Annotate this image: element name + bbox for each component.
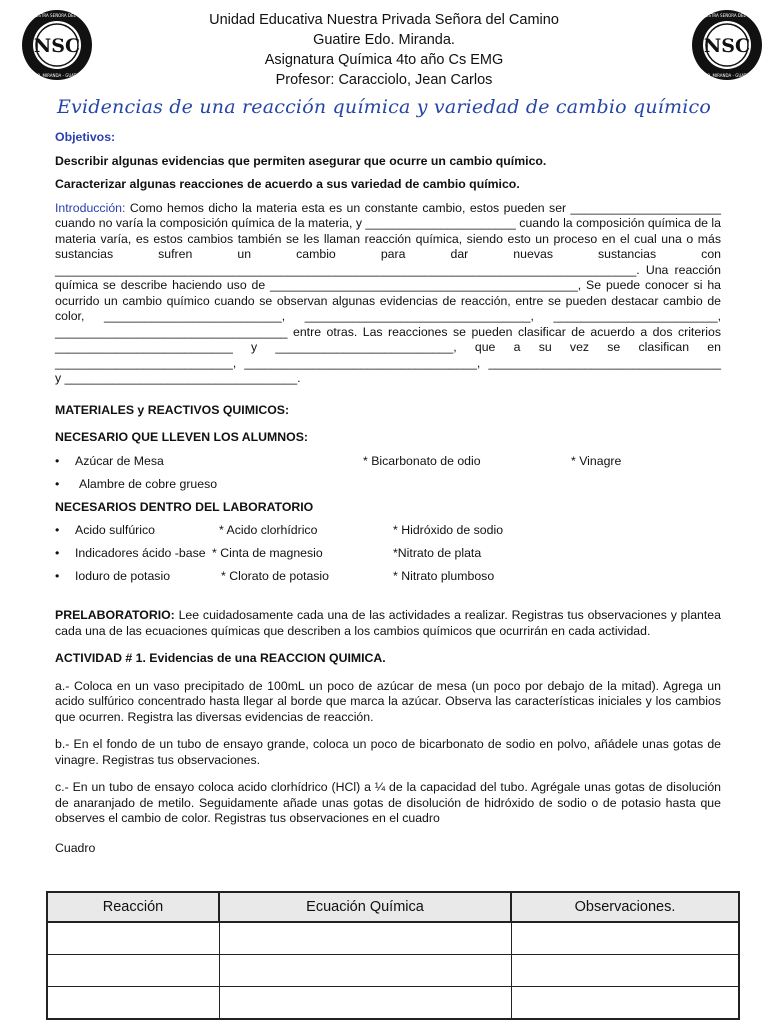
table-header-row — [47, 892, 739, 922]
prelab-paragraph — [55, 608, 721, 639]
activity-step-c: c.- En un tubo de ensayo coloca acido clorhídrico (HCl) a ¼ de la capacidad del tubo. Agrégale unas gotas de disolución de anaranjado de metilo. Seguidamente añade unas gotas de disolución de hidróxido de sodio o de potasio hasta que observes el cambio de color. Registras tus observaciones en el cuadro — [55, 780, 721, 825]
table-cell[interactable] — [219, 955, 511, 987]
introduction-text: Como hemos dicho la materia esta es un constante cambio, estos pueden ser ______________________ cuando no varía la composición química de la materia, y ______________________ cuando la composición química de la materia varía, es estos cambios también se les llaman reacción química, siendo esto un proceso en el cual una o más sustancias sufren un cambio para dar nuevas sustancias con _____________________________________________________________________________________. Una reacción química se describe haciendo uso de _____________________________________________, Se puede conocer si ha ocurrido un cambio químico cuando se observan algunas evidencias de reacción, entre se pueden destacar cambio de color, __________________________, _________________________________, ________________________, __________________________________ entre otras. Las reacciones se pueden clasificar de acuerdo a dos criterios __________________________ y __________________________, que a su vez se clasifican en __________________________, __________________________________, __________________________________ y __________________________________. — [55, 200, 721, 385]
bullet: • — [55, 476, 60, 491]
material-item: * Bicarbonato de odio — [363, 453, 481, 468]
objective-item: Caracterizar algunas reacciones de acuerdo a sus variedad de cambio químico. — [55, 177, 520, 191]
introduction-paragraph — [55, 201, 721, 387]
table-cell[interactable] — [47, 922, 219, 955]
material-item: * Acido clorhídrico — [219, 523, 318, 537]
activity-step-b: b.- En el fondo de un tubo de ensayo grande, coloca un poco de bicarbonato de sodio en polvo, añádele unas gotas de vinagre. Registras tus observaciones. — [55, 737, 721, 767]
bullet: • — [55, 453, 60, 468]
header-school-name: Unidad Educativa Nuestra Privada Señora del Camino — [209, 12, 559, 28]
observations-table — [46, 891, 740, 1020]
table-cell[interactable] — [219, 922, 511, 955]
material-item: * Hidróxido de sodio — [393, 523, 504, 537]
document-body — [55, 130, 721, 864]
lab-materials-heading: NECESARIOS DENTRO DEL LABORATORIO — [55, 499, 314, 514]
objective-item: Describir algunas evidencias que permiten asegurar que ocurre un cambio químico. — [55, 153, 547, 168]
activity-heading: ACTIVIDAD # 1. Evidencias de una REACCION QUIMICA. — [55, 651, 386, 665]
material-item: *Nitrato de plata — [393, 546, 482, 560]
materials-heading: MATERIALES y REACTIVOS QUIMICOS: — [55, 402, 290, 417]
school-logo-left-icon — [20, 8, 94, 82]
table-row — [47, 922, 739, 955]
material-item: Alambre de cobre grueso — [79, 476, 218, 491]
students-materials-heading: NECESARIO QUE LLEVEN LOS ALUMNOS: — [55, 430, 309, 444]
material-item: Acido sulfúrico — [75, 523, 155, 537]
logo-ring-top: U.E. NUESTRA SEÑORA DEL CAMINO — [20, 13, 94, 18]
table-row — [47, 987, 739, 1020]
lab-materials-row — [55, 523, 721, 546]
logo-monogram: NSC — [703, 35, 751, 57]
material-item: * Vinagre — [571, 453, 622, 468]
logo-ring-bottom: EDO. MIRANDA - GUATIRE — [31, 73, 83, 78]
page-title: Evidencias de una reacción química y variedad de cambio químico — [56, 96, 712, 118]
column-header-ecuacion: Ecuación Química — [219, 892, 511, 922]
header-location: Guatire Edo. Miranda. — [313, 32, 455, 48]
activity-step-a: a.- Coloca en un vaso precipitado de 100mL un poco de azúcar de mesa (un poco por debajo de la mitad). Agrega un acido sulfúrico concentrado hasta llegar al borde que marca la azúcar. Observa las características iniciales y los cambios que ocurren. Registra las diversas evidencias de reacción. — [55, 678, 721, 724]
prelab-label: PRELABORATORIO: — [55, 608, 175, 622]
introduction-label: Introducción: — [55, 200, 126, 215]
table-cell[interactable] — [219, 987, 511, 1020]
material-item: * Nitrato plumboso — [393, 569, 495, 583]
cuadro-label: Cuadro — [55, 840, 96, 855]
logo-ring-bottom: EDO. MIRANDA - GUATIRE — [701, 73, 753, 78]
header-teacher: Profesor: Caracciolo, Jean Carlos — [275, 72, 493, 88]
table-row — [47, 955, 739, 987]
material-item: * Cinta de magnesio — [212, 546, 323, 560]
objectives-heading: Objetivos: — [55, 130, 116, 144]
header-subject: Asignatura Química 4to año Cs EMG — [264, 52, 504, 68]
table-cell[interactable] — [511, 955, 739, 987]
bullet: • — [55, 546, 60, 560]
bullet: • — [55, 569, 60, 583]
prelab-text: Lee cuidadosamente cada una de las actividades a realizar. Registras tus observaciones y plantea cada una de las ecuaciones químicas que describen a los cambios químicos que ocurrirán en cada actividad. — [55, 608, 721, 638]
school-logo-right-icon — [690, 8, 764, 82]
students-materials-row — [55, 454, 721, 477]
school-header — [120, 10, 648, 90]
lab-materials-row — [55, 546, 721, 569]
logo-monogram: NSC — [33, 35, 81, 57]
logo-ring-top: U.E. NUESTRA SEÑORA DEL CAMINO — [690, 13, 764, 18]
material-item: * Clorato de potasio — [221, 569, 330, 583]
table-cell[interactable] — [47, 987, 219, 1020]
material-item: Azúcar de Mesa — [75, 453, 164, 468]
bullet: • — [55, 523, 60, 537]
material-item: Ioduro de potasio — [75, 569, 171, 583]
column-header-observaciones: Observaciones. — [511, 892, 739, 922]
table-cell[interactable] — [511, 987, 739, 1020]
students-materials-row — [55, 477, 721, 500]
table-cell[interactable] — [47, 955, 219, 987]
lab-materials-row — [55, 569, 721, 592]
column-header-reaccion: Reacción — [47, 892, 219, 922]
table-cell[interactable] — [511, 922, 739, 955]
material-item: Indicadores ácido -base — [75, 546, 206, 560]
